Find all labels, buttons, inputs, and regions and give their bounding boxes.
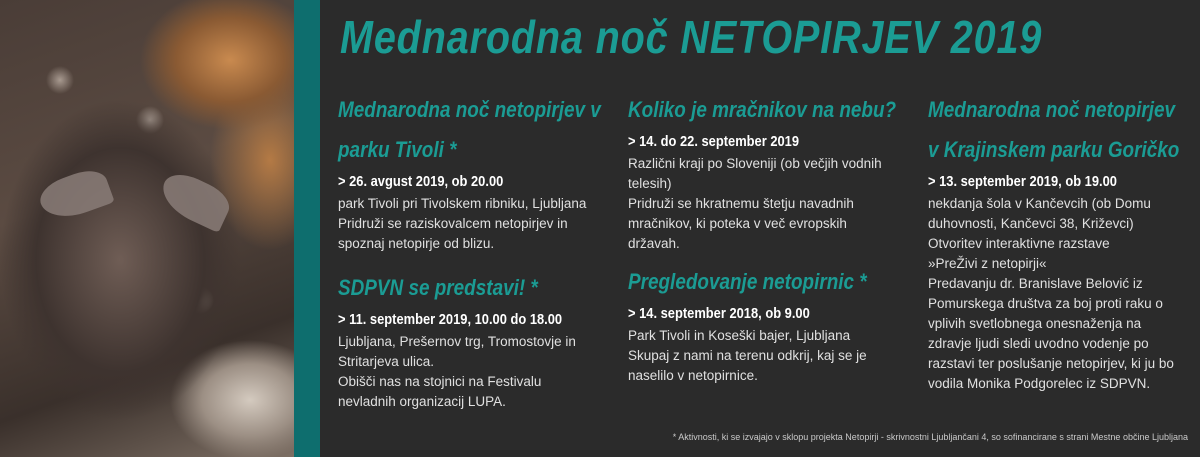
column-2 xyxy=(628,90,913,386)
section-mracniki xyxy=(628,90,913,254)
section-text-line: Različni kraji po Sloveniji (ob večjih vodnih xyxy=(628,156,882,171)
section-text-line: duhovnosti, Kančevci 38, Križevci) xyxy=(928,216,1134,231)
section-text-line: spoznaj netopirje od blizu. xyxy=(338,236,495,251)
column-1 xyxy=(338,90,618,412)
section-text-line: vplivih svetlobnega onesnaženja na xyxy=(928,316,1142,331)
section-date: > 13. september 2019, ob 19.00 xyxy=(928,173,1117,190)
section-date: > 26. avgust 2019, ob 20.00 xyxy=(338,173,504,190)
column-3 xyxy=(928,90,1190,394)
section-text-line: Pridruži se hkratnemu štetju navadnih xyxy=(628,196,854,211)
bat-wing-right xyxy=(155,167,235,233)
funding-footnote: * Aktivnosti, ki se izvajajo v sklopu projekta Netopirji - skrivnostni Ljubljančani 4, so sofinancirane s strani Mestne občine Ljubljana xyxy=(672,432,1188,442)
section-heading-line: Koliko je mračnikov na nebu? xyxy=(628,97,897,122)
section-date: > 14. september 2018, ob 9.00 xyxy=(628,305,810,322)
section-heading-line: parku Tivoli * xyxy=(338,137,457,162)
section-text-line: zdravje ljudi sledi uvodno vodenje po xyxy=(928,336,1149,351)
section-text-line: Predavanju dr. Branislave Belović iz xyxy=(928,276,1143,291)
section-text-line: Otvoritev interaktivne razstave xyxy=(928,236,1110,251)
section-text-line: Pomurskega društva za boj proti raku o xyxy=(928,296,1163,311)
section-text-line: Pridruži se raziskovalcem netopirjev in xyxy=(338,216,568,231)
section-heading-line: SDPVN se predstavi! * xyxy=(338,275,538,300)
section-text-line: »PreŽivi z netopirji« xyxy=(928,256,1047,271)
section-heading-line: Mednarodna noč netopirjev v xyxy=(338,97,601,122)
section-date: > 14. do 22. september 2019 xyxy=(628,133,800,150)
section-text-line: vodila Monika Podgorelec iz SDPVN. xyxy=(928,376,1151,391)
section-netopirnice xyxy=(628,262,913,386)
main-title: Mednarodna noč NETOPIRJEV 2019 xyxy=(340,11,1043,63)
section-text-line: razstavi ter poslušanje netopirjev, ki ju bo xyxy=(928,356,1174,371)
section-goricko xyxy=(928,90,1190,394)
teal-divider-band xyxy=(294,0,320,457)
section-text-line: nekdanja šola v Kančevcih (ob Domu xyxy=(928,196,1151,211)
section-text-line: državah. xyxy=(628,236,680,251)
section-text-line: nevladnih organizacij LUPA. xyxy=(338,394,506,409)
bat-colony-photo xyxy=(0,0,294,457)
section-heading-line: v Krajinskem parku Goričko xyxy=(928,137,1180,162)
section-heading-line: Pregledovanje netopirnic * xyxy=(628,269,867,294)
section-text-line: Skupaj z nami na terenu odkrij, kaj se je xyxy=(628,348,867,363)
section-sdpvn xyxy=(338,268,618,412)
section-text-line: Stritarjeva ulica. xyxy=(338,354,435,369)
section-text-line: Obišči nas na stojnici na Festivalu xyxy=(338,374,542,389)
section-text-line: telesih) xyxy=(628,176,672,191)
section-date: > 11. september 2019, 10.00 do 18.00 xyxy=(338,311,563,328)
section-text-line: mračnikov, ki poteka v več evropskih xyxy=(628,216,847,231)
section-text-line: Park Tivoli in Koseški bajer, Ljubljana xyxy=(628,328,851,343)
section-heading-line: Mednarodna noč netopirjev xyxy=(928,97,1176,122)
bat-wing-left xyxy=(35,164,114,226)
section-text-line: Ljubljana, Prešernov trg, Tromostovje in xyxy=(338,334,576,349)
section-tivoli xyxy=(338,90,618,254)
section-text-line: naselilo v netopirnice. xyxy=(628,368,758,383)
section-text-line: park Tivoli pri Tivolskem ribniku, Ljubljana xyxy=(338,196,587,211)
